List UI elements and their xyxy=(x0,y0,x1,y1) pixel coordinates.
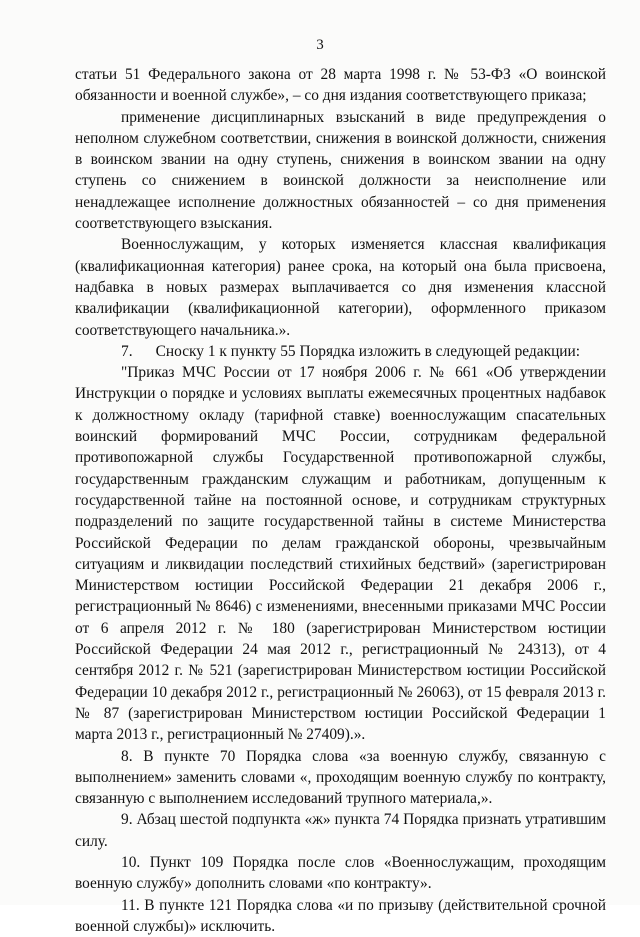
page-number: 3 xyxy=(316,37,324,53)
paragraph-qualification-allowance: Военнослужащим, у которых изменяется классная квалификация (квалификационная категория) ранее срока, на который она была присвоена, надбавка в новых размерах выплачивается со дня изменения классной квалификации (квалификационной категории), оформленного приказом соответствующего начальника.». xyxy=(75,236,606,339)
paragraph-item-10: 10. Пункт 109 Порядка после слов «Военнослужащим, проходящим военную службу» дополнить словами «по контракту». xyxy=(75,853,606,893)
paragraph-footnote-text: "Приказ МЧС России от 17 ноября 2006 г. № 661 «Об утверждении Инструкции о порядке и условиях выплаты ежемесячных процентных надбавок к должностному окладу (тарифной ставке) военнослужащим спасательных воинский формирований МЧС России, сотрудникам федеральной противопожарной службы Государственной противопожарной службы, государственным гражданским служащим и работникам, допущенным к государственной тайне на постоянной основе, и сотрудникам структурных подразделений по защите государственной тайны в системе Министерства Российской Федерации по делам гражданской обороны, чрезвычайным ситуациям и ликвидации последствий стихийных бедствий» (зарегистрирован Министерством юстиции Российской Федерации 21 декабря 2006 г., регистрационный № 8646) с изменениями, внесенными приказами МЧС России от 6 апреля 2012 г. № 180 (зарегистрирован Министерством юстиции Российской Федерации 24 мая 2012 г., регистрационный № 24313), от 4 сентября 2012 г. № 521 (зарегистрирован Министерством юстиции Российской Федерации 10 декабря 2012 г., регистрационный № 26063), от 15 февраля 2013 г. № 87 (зарегистрирован Министерством юстиции Российской Федерации 1 марта 2013 г., регистрационный № 27409).». xyxy=(75,364,606,744)
paragraph-article-51-clause: статьи 51 Федерального закона от 28 марта 1998 г. № 53-ФЗ «О воинской обязанности и военной службе», – со дня издания соответствующего приказа; xyxy=(75,66,606,105)
paragraph-item-11: 11. В пункте 121 Порядка слова «и по призыву (действительной срочной военной службы)» исключить. xyxy=(75,896,606,935)
paragraph-disciplinary-penalties: применение дисциплинарных взысканий в виде предупреждения о неполном служебном соответствии, снижения в воинской должности, снижения в воинском звании на одну ступень, снижения в воинском звании на одну ступень со снижением в воинской должности за неисполнение или ненадлежащее исполнение должностных обязанностей – со дня применения соответствующего взыскания. xyxy=(75,108,606,233)
paragraph-item-7: 7. Сноску 1 к пункту 55 Порядка изложить в следующей редакции: xyxy=(121,342,581,360)
document-body xyxy=(75,64,606,937)
paragraph-item-9: 9. Абзац шестой подпункта «ж» пункта 74 Порядка признать утратившим силу. xyxy=(75,811,606,850)
paragraph-item-8: 8. В пункте 70 Порядка слова «за военную службу, связанную с выполнением» заменить словами «, проходящим военную службу по контракту, связанную с выполнением исследований трупного материала,». xyxy=(75,747,606,808)
